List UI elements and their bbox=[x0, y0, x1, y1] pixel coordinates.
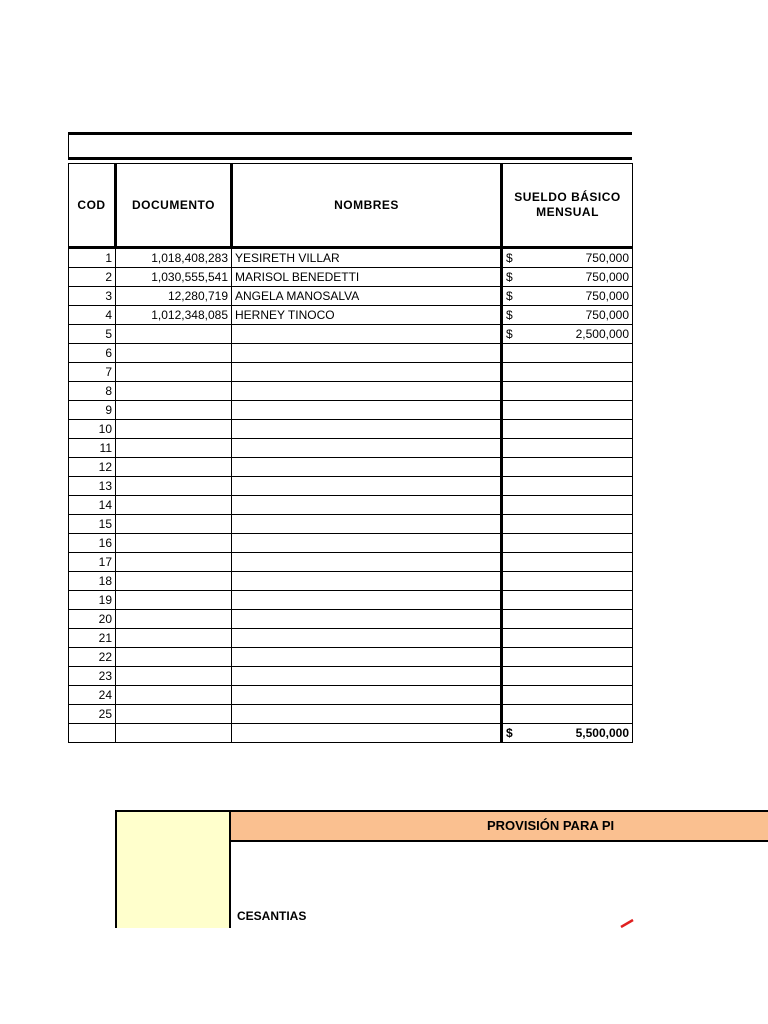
table-row bbox=[69, 686, 633, 705]
cell-documento bbox=[116, 572, 232, 591]
cell-cod: 12 bbox=[69, 458, 116, 477]
cell-sueldo bbox=[502, 458, 633, 477]
table-row bbox=[69, 534, 633, 553]
cell-documento bbox=[116, 420, 232, 439]
table-row bbox=[69, 287, 633, 306]
table-row bbox=[69, 420, 633, 439]
total-row bbox=[69, 724, 633, 743]
header-documento: DOCUMENTO bbox=[116, 164, 232, 248]
cell-nombre: MARISOL BENEDETTI bbox=[232, 268, 502, 287]
provision-header-text: PROVISIÓN PARA PI bbox=[487, 818, 615, 833]
cell-cod: 20 bbox=[69, 610, 116, 629]
cell-nombre: YESIRETH VILLAR bbox=[232, 248, 502, 268]
table-row bbox=[69, 667, 633, 686]
cell-sueldo bbox=[502, 629, 633, 648]
cell-documento bbox=[116, 363, 232, 382]
cell-nombre bbox=[232, 572, 502, 591]
total-currency: $ bbox=[506, 726, 513, 740]
cell-sueldo bbox=[502, 325, 633, 344]
cell-nombre bbox=[232, 439, 502, 458]
table-row bbox=[69, 515, 633, 534]
cell-cod: 17 bbox=[69, 553, 116, 572]
cell-cod: 18 bbox=[69, 572, 116, 591]
cell-sueldo-value: 750,000 bbox=[585, 270, 629, 284]
cell-sueldo bbox=[502, 363, 633, 382]
cell-sueldo bbox=[502, 420, 633, 439]
table-row bbox=[69, 705, 633, 724]
cell-sueldo bbox=[502, 496, 633, 515]
provision-body bbox=[231, 842, 631, 928]
cell-documento bbox=[116, 648, 232, 667]
cell-nombre bbox=[232, 382, 502, 401]
cell-nombre bbox=[232, 344, 502, 363]
table-row bbox=[69, 248, 633, 268]
cell-cod: 4 bbox=[69, 306, 116, 325]
cell-nombre bbox=[232, 705, 502, 724]
cell-sueldo bbox=[502, 686, 633, 705]
total-cod bbox=[69, 724, 116, 743]
table-row bbox=[69, 268, 633, 287]
table-row bbox=[69, 648, 633, 667]
cell-sueldo bbox=[502, 287, 633, 306]
header-cod: COD bbox=[69, 164, 116, 248]
cell-cod: 8 bbox=[69, 382, 116, 401]
cell-sueldo bbox=[502, 534, 633, 553]
cell-sueldo-value: 750,000 bbox=[585, 251, 629, 265]
cell-documento bbox=[116, 439, 232, 458]
cell-documento: 1,018,408,283 bbox=[116, 248, 232, 268]
cell-cod: 15 bbox=[69, 515, 116, 534]
cell-cod: 24 bbox=[69, 686, 116, 705]
cell-nombre bbox=[232, 686, 502, 705]
total-value: 5,500,000 bbox=[575, 726, 629, 740]
cell-cod: 22 bbox=[69, 648, 116, 667]
cell-nombre bbox=[232, 420, 502, 439]
cell-documento bbox=[116, 382, 232, 401]
table-row bbox=[69, 496, 633, 515]
table-row bbox=[69, 306, 633, 325]
table-row bbox=[69, 458, 633, 477]
cell-sueldo-value: 750,000 bbox=[585, 308, 629, 322]
cell-documento bbox=[116, 553, 232, 572]
cell-documento bbox=[116, 344, 232, 363]
cell-currency: $ bbox=[506, 270, 513, 284]
cell-cod: 19 bbox=[69, 591, 116, 610]
cell-cod: 21 bbox=[69, 629, 116, 648]
cell-sueldo bbox=[502, 306, 633, 325]
header-nombres: NOMBRES bbox=[232, 164, 502, 248]
cell-documento bbox=[116, 629, 232, 648]
cell-sueldo bbox=[502, 248, 633, 268]
provision-section bbox=[115, 810, 768, 928]
cell-documento: 1,012,348,085 bbox=[116, 306, 232, 325]
table-row bbox=[69, 553, 633, 572]
cell-cod: 16 bbox=[69, 534, 116, 553]
cell-sueldo bbox=[502, 268, 633, 287]
payroll-table bbox=[68, 163, 633, 743]
cell-cod: 2 bbox=[69, 268, 116, 287]
cell-nombre bbox=[232, 534, 502, 553]
cell-currency: $ bbox=[506, 289, 513, 303]
cell-nombre bbox=[232, 629, 502, 648]
table-row bbox=[69, 382, 633, 401]
cell-documento bbox=[116, 705, 232, 724]
table-row bbox=[69, 610, 633, 629]
table-row bbox=[69, 477, 633, 496]
cell-nombre bbox=[232, 401, 502, 420]
cell-sueldo bbox=[502, 515, 633, 534]
cell-sueldo bbox=[502, 344, 633, 363]
table-row bbox=[69, 344, 633, 363]
total-nombre bbox=[232, 724, 502, 743]
cesantias-label: CESANTIAS bbox=[237, 909, 307, 923]
cell-nombre bbox=[232, 515, 502, 534]
cell-nombre bbox=[232, 363, 502, 382]
cell-sueldo bbox=[502, 705, 633, 724]
cell-cod: 25 bbox=[69, 705, 116, 724]
cell-documento: 1,030,555,541 bbox=[116, 268, 232, 287]
cell-sueldo-value: 2,500,000 bbox=[575, 327, 629, 341]
table-row bbox=[69, 325, 633, 344]
cell-sueldo-value: 750,000 bbox=[585, 289, 629, 303]
cell-cod: 11 bbox=[69, 439, 116, 458]
table-row bbox=[69, 439, 633, 458]
cell-cod: 13 bbox=[69, 477, 116, 496]
provision-left-cell bbox=[115, 810, 231, 928]
title-band bbox=[68, 132, 632, 160]
cell-sueldo bbox=[502, 572, 633, 591]
cell-cod: 7 bbox=[69, 363, 116, 382]
cell-nombre bbox=[232, 667, 502, 686]
cell-currency: $ bbox=[506, 308, 513, 322]
cell-documento bbox=[116, 591, 232, 610]
cell-nombre bbox=[232, 591, 502, 610]
cell-documento bbox=[116, 610, 232, 629]
total-doc bbox=[116, 724, 232, 743]
cell-currency: $ bbox=[506, 327, 513, 341]
cell-nombre bbox=[232, 648, 502, 667]
cell-currency: $ bbox=[506, 251, 513, 265]
table-row bbox=[69, 401, 633, 420]
cell-cod: 5 bbox=[69, 325, 116, 344]
cell-documento bbox=[116, 686, 232, 705]
cell-cod: 14 bbox=[69, 496, 116, 515]
cell-documento bbox=[116, 477, 232, 496]
cell-cod: 9 bbox=[69, 401, 116, 420]
cell-nombre: ANGELA MANOSALVA bbox=[232, 287, 502, 306]
cell-documento bbox=[116, 515, 232, 534]
cell-sueldo bbox=[502, 382, 633, 401]
cell-nombre bbox=[232, 496, 502, 515]
total-sueldo bbox=[502, 724, 633, 743]
cell-cod: 10 bbox=[69, 420, 116, 439]
cell-sueldo bbox=[502, 401, 633, 420]
cell-documento bbox=[116, 496, 232, 515]
provision-header bbox=[231, 810, 768, 842]
cell-documento bbox=[116, 325, 232, 344]
cell-documento: 12,280,719 bbox=[116, 287, 232, 306]
cell-cod: 6 bbox=[69, 344, 116, 363]
cell-sueldo bbox=[502, 591, 633, 610]
header-sueldo-label: SUELDO BÁSICO MENSUAL bbox=[514, 190, 621, 219]
cell-cod: 3 bbox=[69, 287, 116, 306]
cell-nombre: HERNEY TINOCO bbox=[232, 306, 502, 325]
table-row bbox=[69, 363, 633, 382]
cell-documento bbox=[116, 534, 232, 553]
cell-documento bbox=[116, 458, 232, 477]
cell-nombre bbox=[232, 553, 502, 572]
header-sueldo bbox=[502, 164, 633, 248]
cell-documento bbox=[116, 401, 232, 420]
cell-nombre bbox=[232, 610, 502, 629]
cell-nombre bbox=[232, 458, 502, 477]
cell-sueldo bbox=[502, 477, 633, 496]
table-row bbox=[69, 572, 633, 591]
table-row bbox=[69, 591, 633, 610]
cell-nombre bbox=[232, 477, 502, 496]
table-row bbox=[69, 629, 633, 648]
cell-documento bbox=[116, 667, 232, 686]
header-row bbox=[69, 164, 633, 248]
cell-sueldo bbox=[502, 648, 633, 667]
cell-cod: 23 bbox=[69, 667, 116, 686]
cell-cod: 1 bbox=[69, 248, 116, 268]
cell-sueldo bbox=[502, 553, 633, 572]
red-corner-mark bbox=[620, 918, 634, 928]
cell-sueldo bbox=[502, 610, 633, 629]
cell-sueldo bbox=[502, 439, 633, 458]
cell-nombre bbox=[232, 325, 502, 344]
cell-sueldo bbox=[502, 667, 633, 686]
